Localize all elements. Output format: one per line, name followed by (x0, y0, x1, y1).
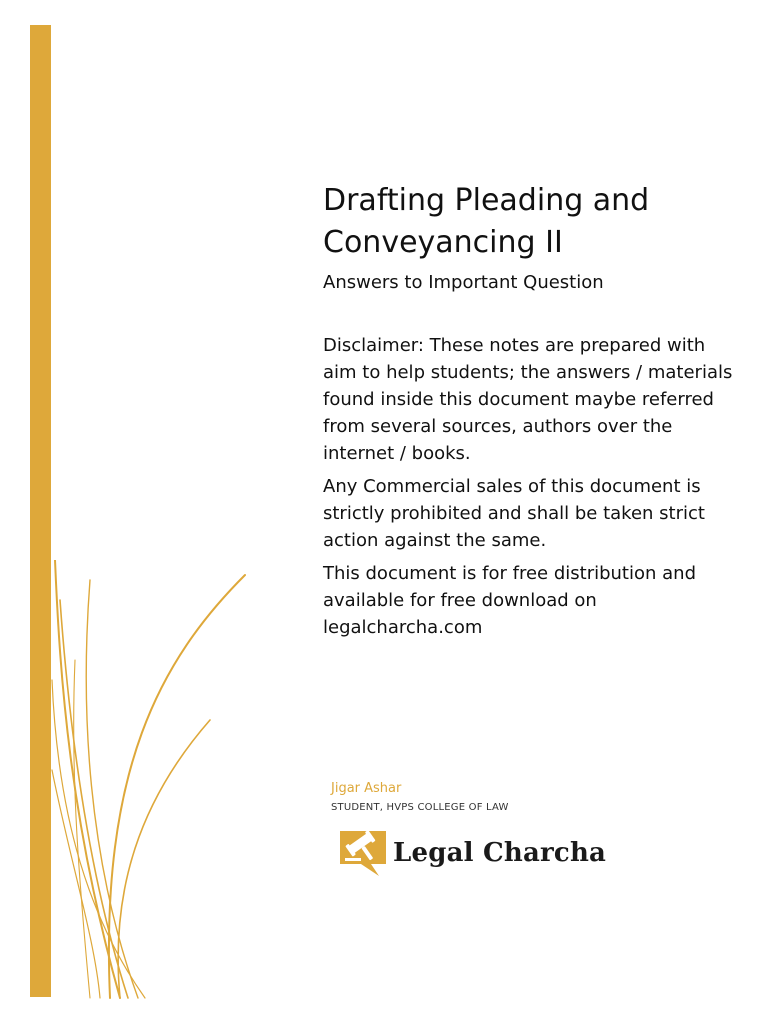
main-content (323, 180, 743, 641)
author-block (331, 780, 509, 816)
document-title (323, 180, 743, 264)
commercial-notice: Any Commercial sales of this document is strictly prohibited and shall be taken strict action against the same. (323, 476, 705, 551)
grass-decoration (0, 560, 260, 1000)
author-name: Jigar Ashar (331, 781, 402, 796)
gavel-speech-bubble-icon (337, 828, 391, 878)
author-role: STUDENT, HVPS COLLEGE OF LAW (331, 802, 509, 813)
distribution-notice: This document is for free distribution and available for free download on legalcharcha.com (323, 563, 696, 638)
title-line-1: Drafting Pleading and (323, 183, 650, 218)
disclaimer-text: Disclaimer: These notes are prepared with aim to help students; the answers / materials found inside this document maybe referred from several sources, authors over the internet / books. (323, 335, 733, 464)
logo-text: Legal Charcha (393, 838, 607, 868)
title-line-2: Conveyancing II (323, 225, 563, 260)
legal-charcha-logo (337, 828, 606, 878)
document-subtitle: Answers to Important Question (323, 272, 604, 293)
